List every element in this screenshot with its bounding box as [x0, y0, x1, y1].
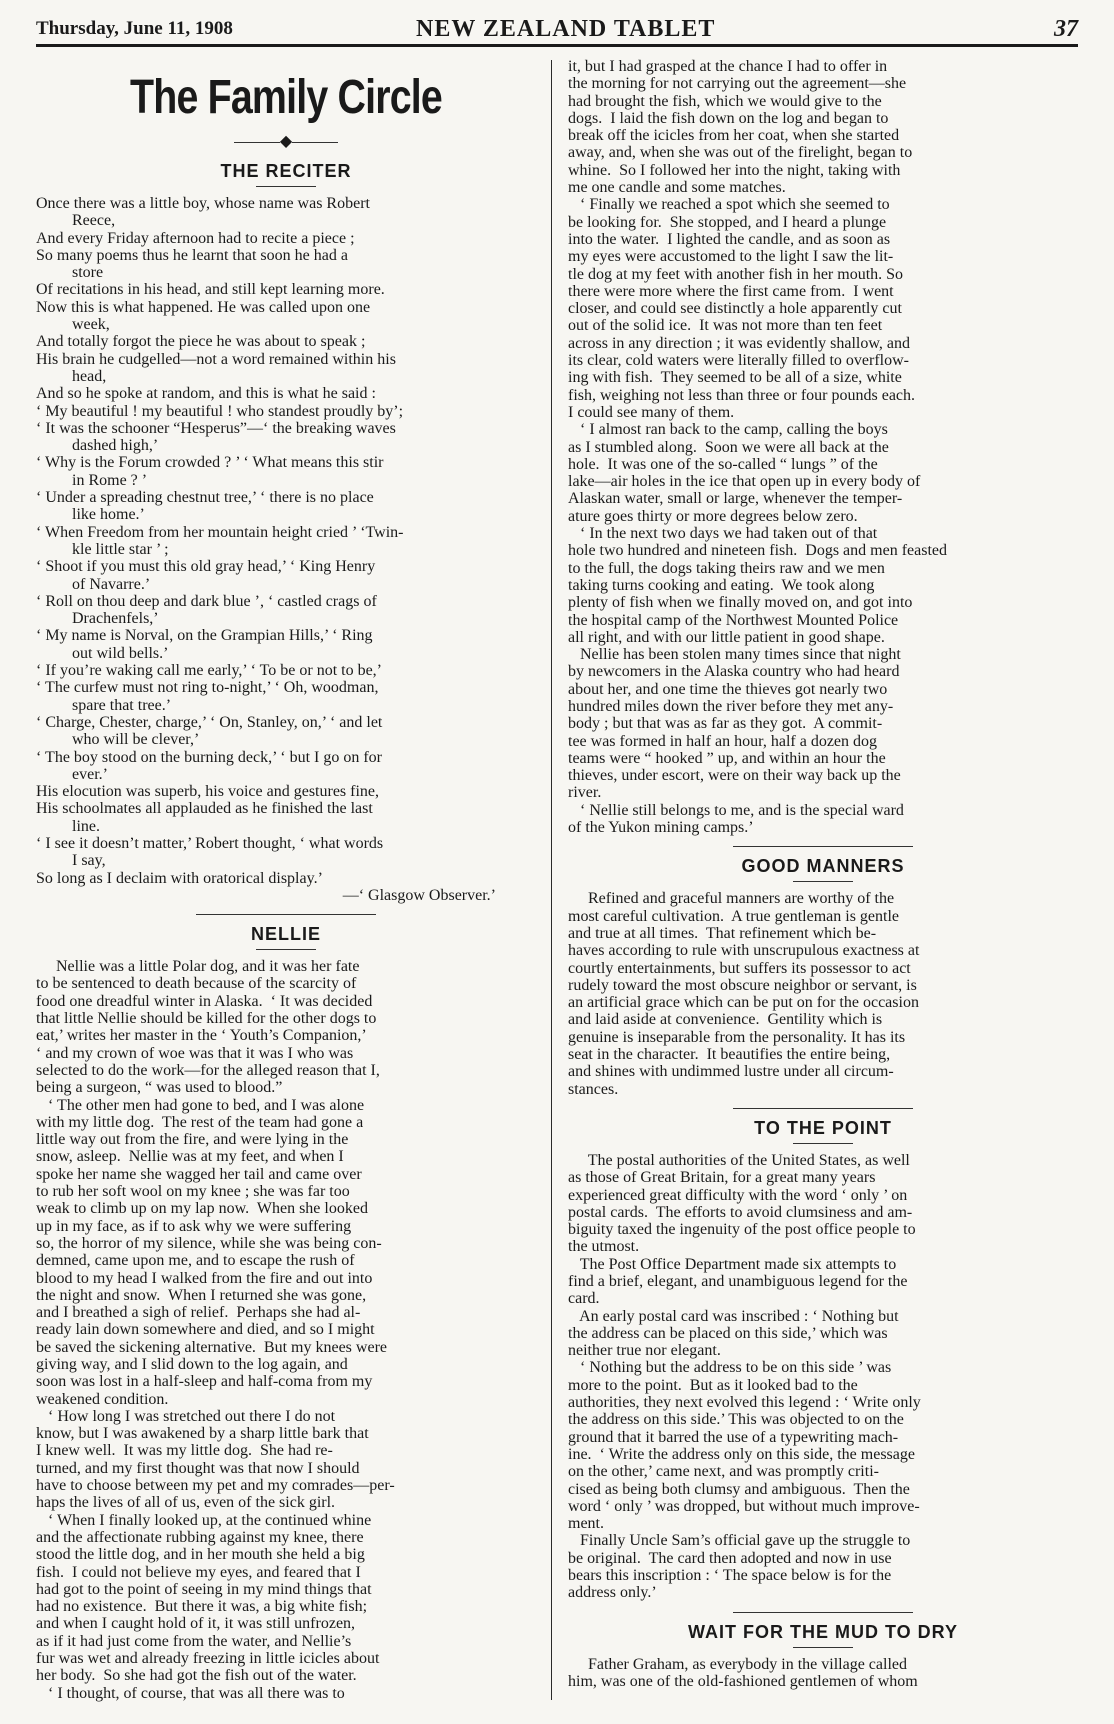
text-line: dogs. I laid the fish down on the log and began to: [568, 109, 889, 127]
nellie-article: [36, 958, 536, 1702]
text-line: little way out from the fire, and were lying in the: [36, 1131, 349, 1149]
text-line: selected to do the work—for the alleged reason that I,: [36, 1061, 380, 1079]
text-line: weak to climb up on my lap now. When she looked: [36, 1200, 368, 1218]
text-line: line.: [72, 817, 100, 835]
text-line: card.: [568, 1290, 600, 1308]
text-line: blood to my head I walked from the fire and out into: [36, 1269, 373, 1287]
text-line: ‘ How long I was stretched out there I do not: [36, 1407, 336, 1425]
text-line: find a brief, elegant, and unambiguous legend for the: [568, 1273, 908, 1290]
text-line: So many poems thus he learnt that soon he had a: [36, 246, 348, 264]
text-line: of Navarre.’: [72, 575, 151, 593]
text-line: and true at all times. That refinement which be-: [568, 924, 877, 942]
text-line: neither true nor elegant.: [568, 1342, 721, 1360]
text-line: tee was formed in half an hour, half a dozen dog: [568, 732, 878, 750]
text-line: ‘ I thought, of course, that was all there was to: [36, 1684, 345, 1702]
text-line: and shines with undimmed lustre under all circum-: [568, 1063, 894, 1081]
text-line: Reece,: [72, 212, 116, 230]
text-line: the address on this side.’ This was objected to on the: [568, 1411, 904, 1429]
text-line: to the full, the dogs taking theirs raw and we men: [568, 559, 885, 577]
text-line: ‘ Shoot if you must this old gray head,’ ‘ King Henry: [36, 558, 376, 576]
text-line: weakened condition.: [36, 1390, 169, 1408]
text-line: ‘ Charge, Chester, charge,’ ‘ On, Stanley, on,’ ‘ and let: [36, 713, 383, 731]
text-line: His brain he cudgelled—not a word remained within his: [36, 350, 396, 368]
text-line: An early postal card was inscribed : ‘ Nothing but: [568, 1307, 899, 1325]
text-line: Drachenfels,’: [72, 610, 159, 628]
text-line: Finally Uncle Sam’s official gave up the struggle to: [568, 1532, 911, 1550]
text-line: and when I caught hold of it, it was still unfrozen,: [36, 1615, 356, 1633]
text-line: rudely toward the most obscure neighbor or servant, is: [568, 976, 917, 994]
text-line: most careful cultivation. A true gentleman is gentle: [568, 907, 900, 925]
masthead-title: NEW ZEALAND TABLET: [416, 16, 716, 42]
text-line: to rub her soft wool on my knee ; she was far too: [36, 1183, 350, 1201]
text-line: cised as being both clumsy and ambiguous. Then the: [568, 1480, 910, 1498]
manners-article: [568, 890, 1078, 1098]
section-rule: [196, 914, 376, 915]
text-line: ‘ My beautiful ! my beautiful ! who standest proudly by’;: [36, 402, 404, 420]
text-line: the utmost.: [568, 1238, 640, 1256]
text-line: being a surgeon, “ was used to blood.”: [36, 1079, 283, 1097]
text-line: by newcomers in the Alaska country who had heard: [568, 663, 900, 681]
nellie-article-continued: [568, 58, 1078, 836]
text-line: more to the point. But as it looked bad to the: [568, 1376, 858, 1394]
text-line: ‘ The other men had gone to bed, and I was alone: [36, 1096, 365, 1114]
text-line: ‘ I see it doesn’t matter,’ Robert thought, ‘ what words: [36, 834, 384, 852]
text-line: ‘ My name is Norval, on the Grampian Hills,’ ‘ Ring: [36, 627, 373, 645]
text-line: across in any direction ; it was evidently shallow, and: [568, 334, 910, 352]
text-line: ‘ Finally we reached a spot which she seemed to: [568, 196, 890, 214]
article-title-point: TO THE POINT: [754, 1117, 892, 1138]
text-line: my eyes were accustomed to the light I saw the lit-: [568, 248, 894, 266]
text-line: giving way, and I slid down to the log again, and: [36, 1356, 348, 1373]
text-line: Of recitations in his head, and still kept learning more.: [36, 281, 385, 299]
text-line: His elocution was superb, his voice and gestures fine,: [36, 783, 380, 801]
text-line: tle dog at my feet with another fish in her mouth. So: [568, 265, 904, 283]
text-line: ‘ Roll on thou deep and dark blue ’, ‘ castled crags of: [36, 592, 377, 610]
text-line: teams were “ hooked ” up, and within an hour the: [568, 749, 886, 767]
title-rule: [793, 1143, 853, 1144]
text-line: of the Yukon mining camps.’: [568, 819, 754, 837]
text-line: so, the horror of my silence, while she was being con-: [36, 1234, 382, 1252]
text-line: stances.: [568, 1080, 619, 1098]
text-line: store: [72, 264, 104, 282]
reciter-source: —‘ Glasgow Observer.’: [342, 886, 496, 904]
text-line: ment.: [568, 1515, 604, 1533]
text-line: its clear, cold waters were literally filled to overflow-: [568, 352, 909, 370]
text-line: haves according to rule with unscrupulous exactness at: [568, 942, 920, 960]
text-line: head,: [72, 367, 107, 385]
text-line: ‘ It was the schooner “Hesperus”—‘ the breaking waves: [36, 419, 396, 437]
ornament-rule: [36, 132, 536, 152]
text-line: soon was lost in a half-sleep and half-coma from my: [36, 1373, 373, 1391]
text-line: and I breathed a sigh of relief. Perhaps she had al-: [36, 1304, 361, 1322]
page-header: [36, 16, 1078, 47]
text-line: had no existence. But there it was, a big white fish;: [36, 1598, 368, 1616]
text-line: biguity taxed the ingenuity of the post office people to: [568, 1221, 916, 1239]
text-line: ‘ Nellie still belongs to me, and is the special ward: [568, 801, 904, 819]
text-line: postal cards. The efforts to avoid clumsiness and am-: [568, 1203, 913, 1221]
text-line: break off the icicles from her coat, when she started: [568, 127, 900, 145]
text-line: up in my face, as if to ask why we were suffering: [36, 1217, 352, 1235]
section-banner: The Family Circle: [129, 71, 442, 124]
point-article: [568, 1152, 1078, 1602]
page-number: 37: [1054, 16, 1078, 42]
text-line: And every Friday afternoon had to recite a piece ;: [36, 229, 355, 247]
text-line: out of the solid ice. It was not more than ten feet: [568, 317, 883, 335]
text-line: I say,: [72, 852, 106, 870]
text-line: spoke her name she wagged her tail and came over: [36, 1165, 362, 1183]
text-line: into the water. I lighted the candle, and as soon as: [568, 230, 891, 248]
text-line: hole two hundred and nineteen fish. Dogs and men feasted: [568, 542, 948, 560]
text-line: as I stumbled along. Soon we were all back at the: [568, 438, 889, 456]
text-line: And totally forgot the piece he was about to speak ;: [36, 333, 366, 351]
text-line: ‘ Under a spreading chestnut tree,’ ‘ there is no place: [36, 489, 374, 507]
text-line: on the other,’ came next, and was promptly criti-: [568, 1463, 879, 1481]
text-line: ‘ When I finally looked up, at the continued whine: [36, 1511, 372, 1529]
text-line: all right, and with our little patient in good shape.: [568, 628, 885, 646]
text-line: away, and, when she was out of the firelight, began to: [568, 144, 913, 162]
text-line: him, was one of the old-fashioned gentlemen of whom: [568, 1672, 918, 1690]
text-line: authorities, they next evolved this legend : ‘ Write only: [568, 1394, 921, 1412]
text-line: ‘ and my crown of woe was that it was I who was: [36, 1044, 354, 1062]
text-line: demned, came upon me, and to escape the rush of: [36, 1252, 355, 1270]
text-line: ground that it barred the use of a typewriting mach-: [568, 1428, 899, 1446]
text-line: as those of Great Britain, for a great many years: [568, 1169, 876, 1187]
text-line: the night and snow. When I returned she was gone,: [36, 1286, 367, 1304]
text-line: dashed high,’: [72, 437, 159, 455]
text-line: turned, and my first thought was that now I should: [36, 1459, 360, 1477]
column-divider: [551, 60, 552, 1700]
text-line: His schoolmates all applauded as he finished the last: [36, 800, 373, 818]
text-line: me one candle and some matches.: [568, 179, 786, 197]
text-line: as if it had just come from the water, and Nellie’s: [36, 1632, 352, 1650]
text-line: know, but I was awakened by a sharp little bark that: [36, 1425, 369, 1443]
text-line: plenty of fish when we finally moved on, and got into: [568, 594, 913, 612]
text-line: spare that tree.’: [72, 696, 172, 714]
text-line: experienced great difficulty with the word ‘ only ’ on: [568, 1186, 908, 1204]
text-line: like home.’: [72, 506, 145, 524]
section-rule: [733, 1612, 913, 1613]
title-rule: [793, 1647, 853, 1648]
text-line: Once there was a little boy, whose name was Robert: [36, 195, 370, 212]
reciter-poem: [36, 195, 536, 887]
text-line: to be sentenced to death because of the scarcity of: [36, 975, 357, 993]
text-line: closer, and could see distinctly a hole apparently cut: [568, 300, 902, 318]
text-line: Nellie has been stolen many times since that night: [568, 646, 901, 664]
text-line: ing with fish. They seemed to be all of a size, white: [568, 369, 902, 387]
text-line: seat in the character. It beautifies the entire being,: [568, 1046, 891, 1064]
text-line: body ; but that was as far as they got. A commit-: [568, 715, 883, 733]
mud-article: [568, 1656, 1078, 1691]
text-line: and the affectionate rubbing against my knee, there: [36, 1528, 364, 1546]
text-line: river.: [568, 784, 602, 802]
text-line: the address can be placed on this side,’ which was: [568, 1324, 888, 1342]
text-line: snow, asleep. Nellie was at my feet, and when I: [36, 1148, 344, 1166]
text-line: ready lain down somewhere and died, and so I might: [36, 1321, 375, 1339]
text-line: genuine is inseparable from the personality. It has its: [568, 1028, 906, 1046]
text-line: lake—air holes in the ice that open up in every body of: [568, 473, 921, 491]
text-line: ‘ I almost ran back to the camp, calling the boys: [568, 421, 888, 439]
text-line: it, but I had grasped at the chance I had to offer in: [568, 58, 888, 75]
text-line: Alaskan water, small or large, whenever the temper-: [568, 490, 903, 508]
text-line: fish. I could not believe my eyes, and feared that I: [36, 1563, 361, 1581]
text-line: Nellie was a little Polar dog, and it was her fate: [36, 958, 360, 976]
text-line: ‘ The boy stood on the burning deck,’ ‘ but I go on for: [36, 748, 383, 766]
article-title-reciter: THE RECITER: [220, 161, 352, 181]
text-line: with my little dog. The rest of the team had gone a: [36, 1113, 364, 1131]
text-line: thieves, under escort, were on their way back up the: [568, 767, 901, 785]
text-line: ‘ In the next two days we had taken out of that: [568, 525, 878, 543]
text-line: ature goes thirty or more degrees below zero.: [568, 507, 858, 525]
article-title-nellie: NELLIE: [250, 924, 321, 945]
text-line: The Post Office Department made six attempts to: [568, 1255, 897, 1273]
text-line: about her, and one time the thieves got nearly two: [568, 680, 888, 698]
ornament-diamond: ◆: [279, 133, 293, 150]
issue-date: Thursday, June 11, 1908: [36, 18, 233, 39]
text-line: hundred miles down the river before they met any-: [568, 697, 894, 715]
title-rule: [256, 949, 316, 950]
text-line: there were more where the first came from. I went: [568, 282, 894, 300]
text-line: kle little star ’ ;: [72, 540, 169, 558]
text-line: Refined and graceful manners are worthy of the: [568, 890, 895, 908]
text-line: I knew well. It was my little dog. She had re-: [36, 1442, 333, 1460]
text-line: whine. So I followed her into the night, taking with: [568, 161, 901, 179]
text-line: word ‘ only ’ was dropped, but without much improve-: [568, 1497, 920, 1515]
text-line: ‘ Nothing but the address to be on this side ’ was: [568, 1359, 892, 1377]
text-line: her body. So she had got the fish out of the water.: [36, 1667, 357, 1685]
text-line: in Rome ? ’: [72, 471, 148, 489]
article-title-manners: GOOD MANNERS: [741, 856, 905, 877]
text-line: address only.’: [568, 1584, 657, 1602]
text-line: that little Nellie should be killed for the other dogs to: [36, 1010, 377, 1028]
text-line: stood the little dog, and in her mouth she held a big: [36, 1546, 365, 1564]
text-line: be looking for. She stopped, and I heard a plunge: [568, 213, 887, 231]
text-line: week,: [72, 316, 110, 334]
text-line: So long as I declaim with oratorical display.’: [36, 869, 323, 887]
text-line: ‘ The curfew must not ring to-night,’ ‘ Oh, woodman,: [36, 679, 379, 697]
text-line: ever.’: [72, 765, 108, 783]
text-line: bears this inscription : ‘ The space below is for the: [568, 1567, 892, 1585]
left-column: [36, 58, 536, 1702]
text-line: the morning for not carrying out the agreement—she: [568, 75, 907, 93]
text-line: fur was wet and already freezing in little icicles about: [36, 1650, 380, 1668]
text-line: and laid aside at convenience. Gentility which is: [568, 1011, 883, 1029]
text-line: Now this is what happened. He was called upon one: [36, 298, 371, 316]
text-line: eat,’ writes her master in the ‘ Youth’s Companion,’: [36, 1027, 367, 1045]
text-line: courtly entertainments, but suffers its possessor to act: [568, 959, 911, 977]
section-rule: [733, 1108, 913, 1109]
text-line: haps the lives of all of us, even of the sick girl.: [36, 1494, 336, 1512]
title-rule: [793, 881, 853, 882]
text-line: And so he spoke at random, and this is what he said :: [36, 385, 376, 403]
text-line: ‘ When Freedom from her mountain height cried ’ ‘Twin-: [36, 523, 404, 541]
text-line: an artificial grace which can be put on for the occasion: [568, 994, 919, 1012]
text-line: be original. The card then adopted and now in use: [568, 1549, 892, 1567]
text-line: food one dreadful winter in Alaska. ‘ It was decided: [36, 992, 373, 1010]
text-line: had brought the fish, which we would give to the: [568, 92, 882, 110]
section-rule: [733, 846, 913, 847]
title-rule: [256, 186, 316, 187]
text-line: fish, weighing not less than three or four pounds each.: [568, 386, 916, 404]
text-line: ‘ If you’re waking call me early,’ ‘ To be or not to be,’: [36, 662, 383, 680]
right-column: [568, 58, 1078, 1690]
text-line: hole. It was one of the so-called “ lungs ” of the: [568, 455, 878, 473]
text-line: taking turns cooking and eating. We took along: [568, 576, 875, 594]
text-line: ‘ Why is the Forum crowded ? ’ ‘ What means this stir: [36, 454, 384, 472]
text-line: have to choose between my pet and my comrades—per-: [36, 1477, 395, 1495]
text-line: I could see many of them.: [568, 403, 735, 421]
text-line: ine. ‘ Write the address only on this side, the message: [568, 1445, 915, 1463]
text-line: be saved the sickening alternative. But my knees were: [36, 1338, 387, 1356]
text-line: the hospital camp of the Northwest Mounted Police: [568, 611, 899, 629]
text-line: Father Graham, as everybody in the village called: [568, 1655, 907, 1673]
text-line: out wild bells.’: [72, 644, 169, 662]
text-line: had got to the point of seeing in my mind things that: [36, 1580, 372, 1598]
article-title-mud: WAIT FOR THE MUD TO DRY: [688, 1621, 958, 1642]
text-line: The postal authorities of the United States, as well: [568, 1151, 910, 1169]
text-line: who will be clever,’: [72, 731, 200, 749]
